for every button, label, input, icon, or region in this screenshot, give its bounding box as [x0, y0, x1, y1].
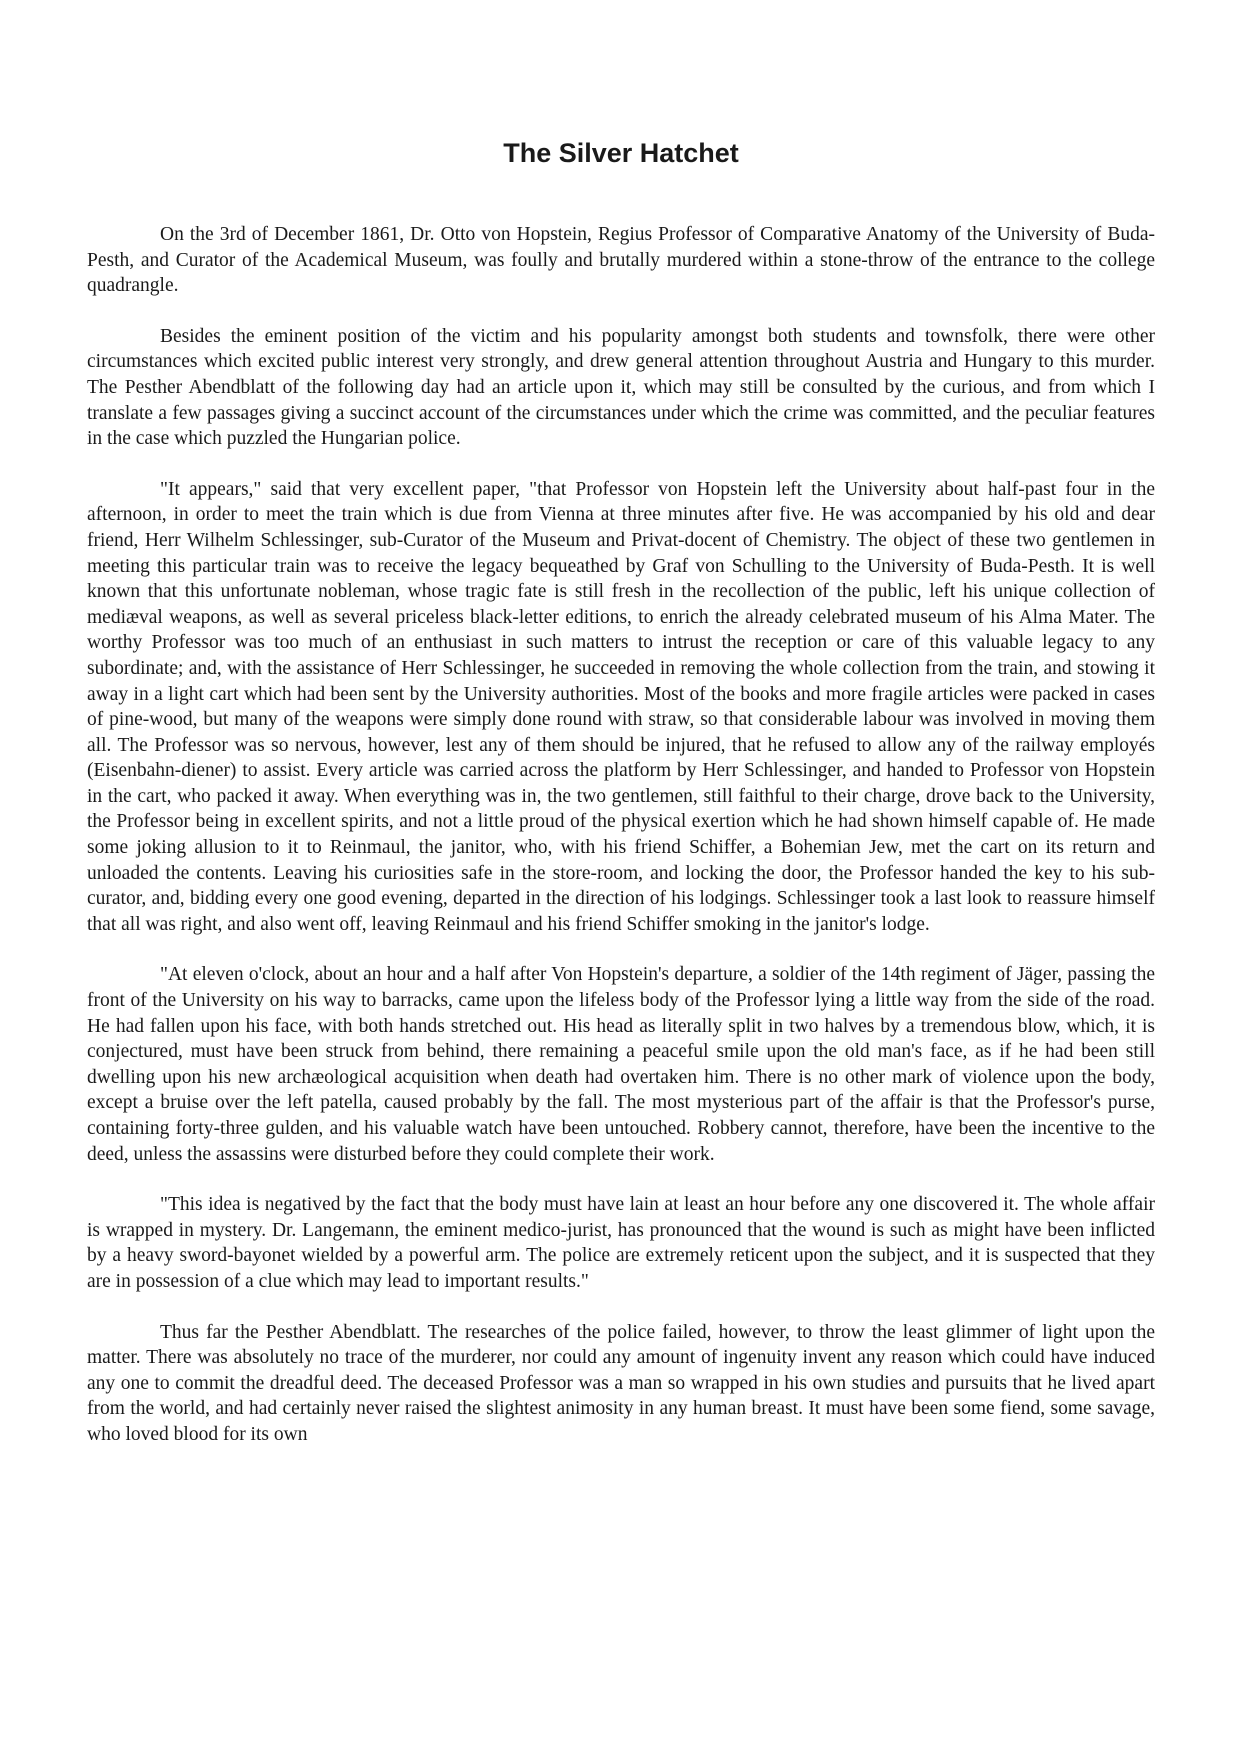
- paragraph-3: "It appears," said that very excellent paper, "that Professor von Hopstein left the University about half-past four in the afternoon, in order to meet the train which is due from Vienna at three minutes after five. He was accompanied by his old and dear friend, Herr Wilhelm Schlessinger, sub-Curator of the Museum and Privat-docent of Chemistry. The object of these two gentlemen in meeting this particular train was to receive the legacy bequeathed by Graf von Schulling to the University of Buda-Pesth. It is well known that this unfortunate nobleman, whose tragic fate is still fresh in the recollection of the public, left his unique collection of mediæval weapons, as well as several priceless black-letter editions, to enrich the already celebrated museum of his Alma Mater. The worthy Professor was too much of an enthusiast in such matters to intrust the reception or care of this valuable legacy to any subordinate; and, with the assistance of Herr Schlessinger, he succeeded in removing the whole collection from the train, and stowing it away in a light cart which had been sent by the University authorities. Most of the books and more fragile articles were packed in cases of pine-wood, but many of the weapons were simply done round with straw, so that considerable labour was involved in moving them all. The Professor was so nervous, however, lest any of them should be injured, that he refused to allow any of the railway employés (Eisenbahn-diener) to assist. Every article was carried across the platform by Herr Schlessinger, and handed to Professor von Hopstein in the cart, who packed it away. When everything was in, the two gentlemen, still faithful to their charge, drove back to the University, the Professor being in excellent spirits, and not a little proud of the physical exertion which he had shown himself capable of. He made some joking allusion to it to Reinmaul, the janitor, who, with his friend Schiffer, a Bohemian Jew, met the cart on its return and unloaded the contents. Leaving his curiosities safe in the store-room, and locking the door, the Professor handed the key to his sub-curator, and, bidding every one good evening, departed in the direction of his lodgings. Schlessinger took a last look to reassure himself that all was right, and also went off, leaving Reinmaul and his friend Schiffer smoking in the janitor's lodge.: [87, 478, 1155, 935]
- paragraph-5: "This idea is negatived by the fact that the body must have lain at least an hour before any one discovered it. The whole affair is wrapped in mystery. Dr. Langemann, the eminent medico-jurist, has pronounced that the wound is such as might have been inflicted by a heavy sword-bayonet wielded by a powerful arm. The police are extremely reticent upon the subject, and it is suspected that they are in possession of a clue which may lead to important results.": [87, 1194, 1155, 1292]
- paragraph-2: Besides the eminent position of the victim and his popularity amongst both students and townsfolk, there were other circumstances which excited public interest very strongly, and drew general attention throughout Austria and Hungary to this murder. The Pesther Abendblatt of the following day had an article upon it, which may still be consulted by the curious, and from which I translate a few passages giving a succinct account of the circumstances under which the crime was committed, and the peculiar features in the case which puzzled the Hungarian police.: [87, 325, 1155, 450]
- paragraph-6: Thus far the Pesther Abendblatt. The researches of the police failed, however, to throw the least glimmer of light upon the matter. There was absolutely no trace of the murderer, nor could any amount of ingenuity invent any reason which could have induced any one to commit the dreadful deed. The deceased Professor was a man so wrapped in his own studies and pursuits that he lived apart from the world, and had certainly never raised the slightest animosity in any human breast. It must have been some fiend, some savage, who loved blood for its own: [87, 1321, 1155, 1445]
- document-body: [87, 222, 1155, 1448]
- paragraph-1: On the 3rd of December 1861, Dr. Otto von Hopstein, Regius Professor of Comparative Anatomy of the University of Buda-Pesth, and Curator of the Academical Museum, was foully and brutally murdered within a stone-throw of the entrance to the college quadrangle.: [87, 224, 1155, 297]
- document-title: The Silver Hatchet: [503, 138, 739, 168]
- paragraph-4: "At eleven o'clock, about an hour and a half after Von Hopstein's departure, a soldier of the 14th regiment of Jäger, passing the front of the University on his way to barracks, came upon the lifeless body of the Professor lying a little way from the side of the road. He had fallen upon his face, with both hands stretched out. His head as literally split in two halves by a tremendous blow, which, it is conjectured, must have been struck from behind, there remaining a peaceful smile upon the old man's face, as if he had been still dwelling upon his new archæological acquisition when death had overtaken him. There is no other mark of violence upon the body, except a bruise over the left patella, caused probably by the fall. The most mysterious part of the affair is that the Professor's purse, containing forty-three gulden, and his valuable watch have been untouched. Robbery cannot, therefore, have been the incentive to the deed, unless the assassins were disturbed before they could complete their work.: [87, 964, 1155, 1165]
